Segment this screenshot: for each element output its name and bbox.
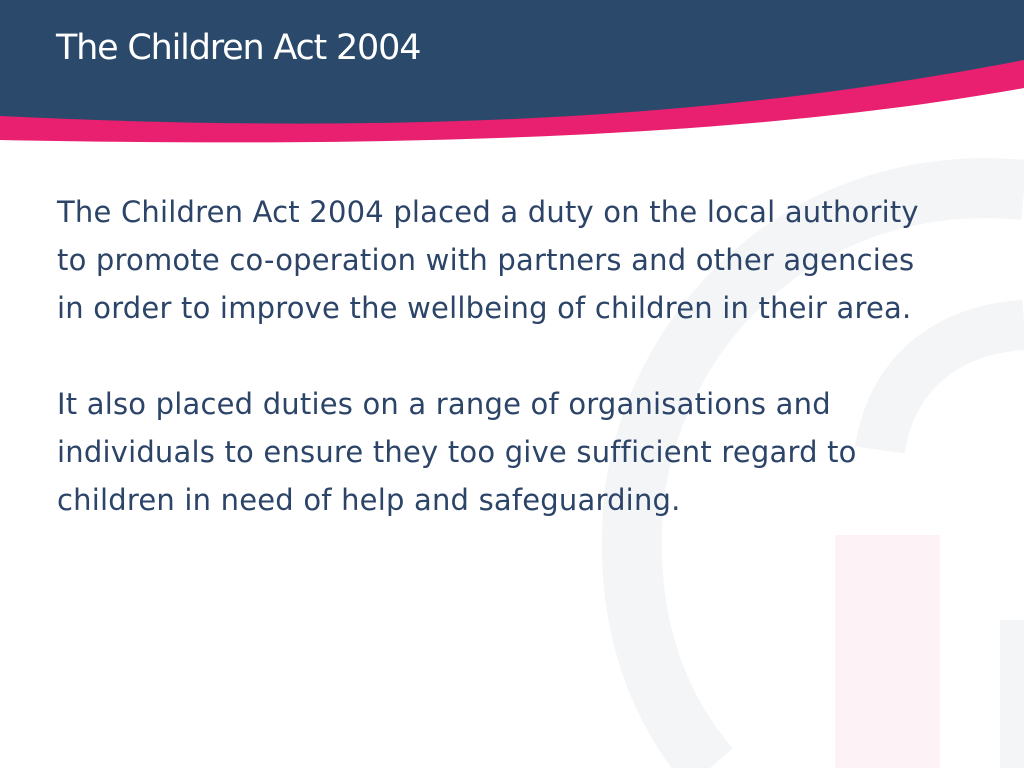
body-paragraph: It also placed duties on a range of organisations and individuals to ensure they too give sufficient regard to children in need of help and safeguarding.	[57, 387, 857, 517]
slide-title: The Children Act 2004	[56, 28, 421, 68]
header-band	[0, 0, 1024, 160]
body-text	[57, 188, 937, 524]
body-paragraph: The Children Act 2004 placed a duty on the local authority to promote co-operation with partners and other agencies in order to improve the wellbeing of children in their area.	[57, 195, 919, 325]
